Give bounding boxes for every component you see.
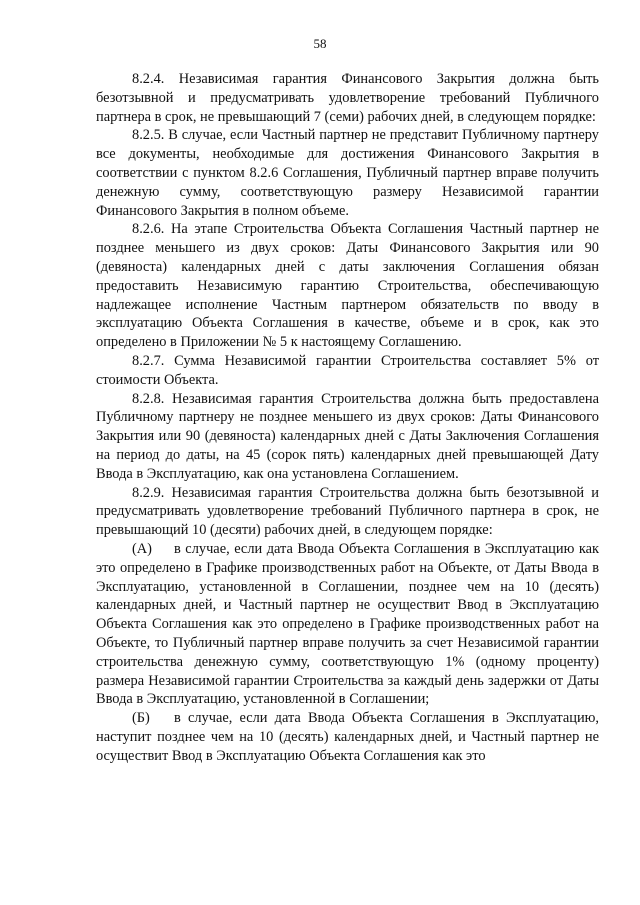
subitem-a-text: в случае, если дата Ввода Объекта Соглашения в Эксплуатацию как это определено в Графике производственных работ на Объекте, от Даты Ввода в Эксплуатацию, установленной в Соглашении, позднее чем на 10 (десять) календарных дней, и Частный партнер не осуществит Ввод в Эксплуатацию Объекта Соглашения как это определено в Графике производственных работ на Объекте, то Публичный партнер вправе получить за счет Независимой гарантии строительства денежную сумму, соответствующую 1% (одному проценту) размера Независимой гарантии Строительства за каждый день задержки от Даты Ввода в Эксплуатацию, установленной в Соглашении;	[96, 540, 599, 708]
subitem-a-marker: (А)	[132, 540, 152, 557]
subitem-b-text: в случае, если дата Ввода Объекта Соглашения в Эксплуатацию, наступит позднее чем на 10 (десять) календарных дней, и Частный партнер не осуществит Ввод в Эксплуатацию Объекта Соглашения как это	[96, 710, 599, 764]
subitem-b	[96, 709, 599, 765]
clause-8-2-4: 8.2.4. Независимая гарантия Финансового Закрытия должна быть безотзывной и предусматривать удовлетворение требований Публичного партнера в срок, не превышающий 7 (семи) рабочих дней, в следующем порядке:	[96, 71, 599, 125]
subitem-b-marker: (Б)	[132, 710, 150, 727]
clause-8-2-5: 8.2.5. В случае, если Частный партнер не представит Публичному партнеру все документы, необходимые для достижения Финансового Закрытия в соответствии с пунктом 8.2.6 Соглашения, Публичный партнер вправе получить денежную сумму, соответствующую размеру Независимой гарантии Финансового Закрытия в полном объеме.	[96, 127, 599, 219]
page-number: 58	[313, 36, 327, 51]
clause-8-2-8: 8.2.8. Независимая гарантия Строительства должна быть предоставлена Публичному партнеру не позднее меньшего из двух сроков: Даты Финансового Закрытия или 90 (девяноста) календарных дней с Даты Заключения Соглашения на период до даты, на 45 (сорок пять) календарных дней превышающей Дату Ввода в Эксплуатацию, как она установлена Соглашением.	[96, 390, 599, 482]
clause-8-2-6: 8.2.6. На этапе Строительства Объекта Соглашения Частный партнер не позднее меньшего из двух сроков: Даты Финансового Закрытия или 90 (девяноста) календарных дней с даты заключения Соглашения обязан предоставить Независимую гарантию Строительства, обеспечивающую надлежащее исполнение Частным партнером обязательств по вводу в эксплуатацию Объекта Соглашения в качестве, объеме и в срок, как это определено в Приложении № 5 к настоящему Соглашению.	[96, 221, 599, 351]
clause-8-2-7: 8.2.7. Сумма Независимой гарантии Строительства составляет 5% от стоимости Объекта.	[96, 352, 599, 388]
document-body	[96, 70, 599, 765]
clause-8-2-9: 8.2.9. Независимая гарантия Строительства должна быть безотзывной и предусматривать удовлетворение требований Публичного партнера в срок, не превышающий 10 (десяти) рабочих дней, в следующем порядке:	[96, 484, 599, 539]
subitem-a	[96, 540, 599, 709]
